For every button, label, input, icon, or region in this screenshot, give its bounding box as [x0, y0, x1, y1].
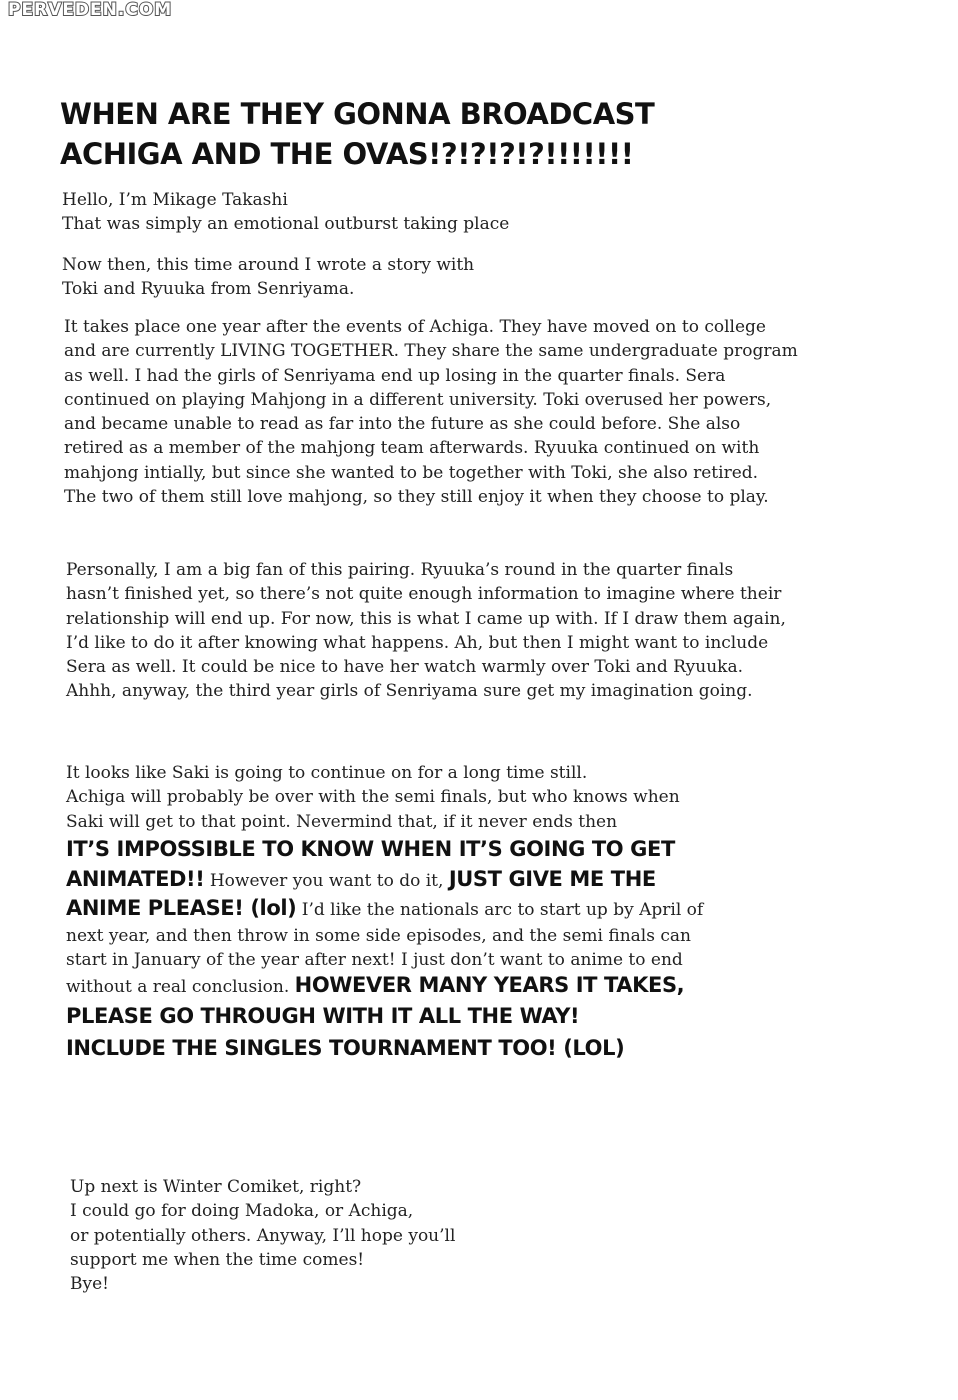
emphasis-text: IT’S IMPOSSIBLE TO KNOW WHEN IT’S GOING TO GET	[66, 836, 675, 861]
text-line: relationship will end up. For now, this is what I came up with. If I draw them again,	[66, 608, 786, 629]
mixed-line	[66, 866, 703, 895]
title-line: ACHIGA AND THE OVAS!?!?!?!?!!!!!!!	[60, 137, 634, 171]
intro-paragraph	[62, 188, 509, 237]
emphasis-line	[66, 1033, 703, 1065]
emphasis-line	[66, 1001, 703, 1033]
text-span: I’d like the nationals arc to start up by April of	[301, 899, 704, 920]
closing-paragraph	[70, 1175, 455, 1296]
text-line: Hello, I’m Mikage Takashi	[62, 190, 288, 210]
text-line: next year, and then throw in some side episodes, and the semi finals can	[66, 925, 691, 946]
text-line: Ahhh, anyway, the third year girls of Senriyama sure get my imagination going.	[66, 681, 753, 702]
mixed-line	[66, 972, 703, 1001]
emphasis-text: ANIMATED!!	[66, 866, 205, 891]
text-line: start in January of the year after next! I just don’t want to anime to end	[66, 950, 683, 971]
text-line: Toki and Ryuuka from Senriyama.	[62, 279, 355, 300]
text-line: Sera as well. It could be nice to have her watch warmly over Toki and Ryuuka.	[66, 657, 743, 678]
text-line: I could go for doing Madoka, or Achiga,	[70, 1201, 414, 1222]
text-line: The two of them still love mahjong, so they still enjoy it when they choose to play.	[64, 487, 769, 508]
personal-paragraph	[66, 558, 786, 704]
text-line: I’d like to do it after knowing what happens. Ah, but then I might want to include	[66, 632, 769, 653]
text-line: or potentially others. Anyway, I’ll hope you’ll	[70, 1225, 456, 1246]
text-line: and are currently LIVING TOGETHER. They share the same undergraduate program	[64, 341, 798, 362]
watermark: PERVEDEN.COM	[2, 0, 178, 20]
story-details-paragraph	[64, 315, 798, 509]
text-line: Up next is Winter Comiket, right?	[70, 1177, 362, 1197]
text-line: It takes place one year after the events of Achiga. They have moved on to college	[64, 317, 766, 337]
text-line: Achiga will probably be over with the semi finals, but who knows when	[66, 787, 680, 808]
title-line: WHEN ARE THEY GONNA BROADCAST	[60, 97, 655, 131]
saki-paragraph	[66, 761, 703, 1065]
emphasis-text: ANIME PLEASE! (lol)	[66, 895, 297, 920]
text-line: continued on playing Mahjong in a different university. Toki overused her powers,	[64, 389, 772, 410]
text-line: It looks like Saki is going to continue on for a long time still.	[66, 763, 588, 783]
emphasis-text: PLEASE GO THROUGH WITH IT ALL THE WAY!	[66, 1004, 580, 1029]
text-line: hasn’t finished yet, so there’s not quite enough information to imagine where their	[66, 584, 782, 605]
text-line: mahjong intially, but since she wanted to be together with Toki, she also retired.	[64, 462, 759, 483]
page-title	[60, 94, 654, 174]
text-span: without a real conclusion.	[66, 977, 290, 998]
text-line: as well. I had the girls of Senriyama end up losing in the quarter finals. Sera	[64, 365, 726, 386]
emphasis-line	[66, 834, 703, 866]
text-span: However you want to do it,	[209, 870, 444, 891]
text-line: retired as a member of the mahjong team afterwards. Ryuuka continued on with	[64, 438, 760, 459]
text-line: Personally, I am a big fan of this pairing. Ryuuka’s round in the quarter finals	[66, 560, 734, 580]
emphasis-text: HOWEVER MANY YEARS IT TAKES,	[294, 973, 685, 998]
story-intro-paragraph	[62, 253, 474, 302]
emphasis-text: JUST GIVE ME THE	[448, 866, 656, 891]
text-line: and became unable to read as far into the future as she could before. She also	[64, 414, 741, 435]
text-line: That was simply an emotional outburst taking place	[62, 214, 510, 235]
mixed-line	[66, 895, 703, 924]
text-line: Now then, this time around I wrote a story with	[62, 255, 475, 275]
emphasis-text: INCLUDE THE SINGLES TOURNAMENT TOO! (LOL)	[66, 1036, 625, 1061]
text-line: support me when the time comes!	[70, 1249, 365, 1270]
text-line: Saki will get to that point. Nevermind that, if it never ends then	[66, 811, 618, 832]
text-line: Bye!	[70, 1274, 109, 1295]
